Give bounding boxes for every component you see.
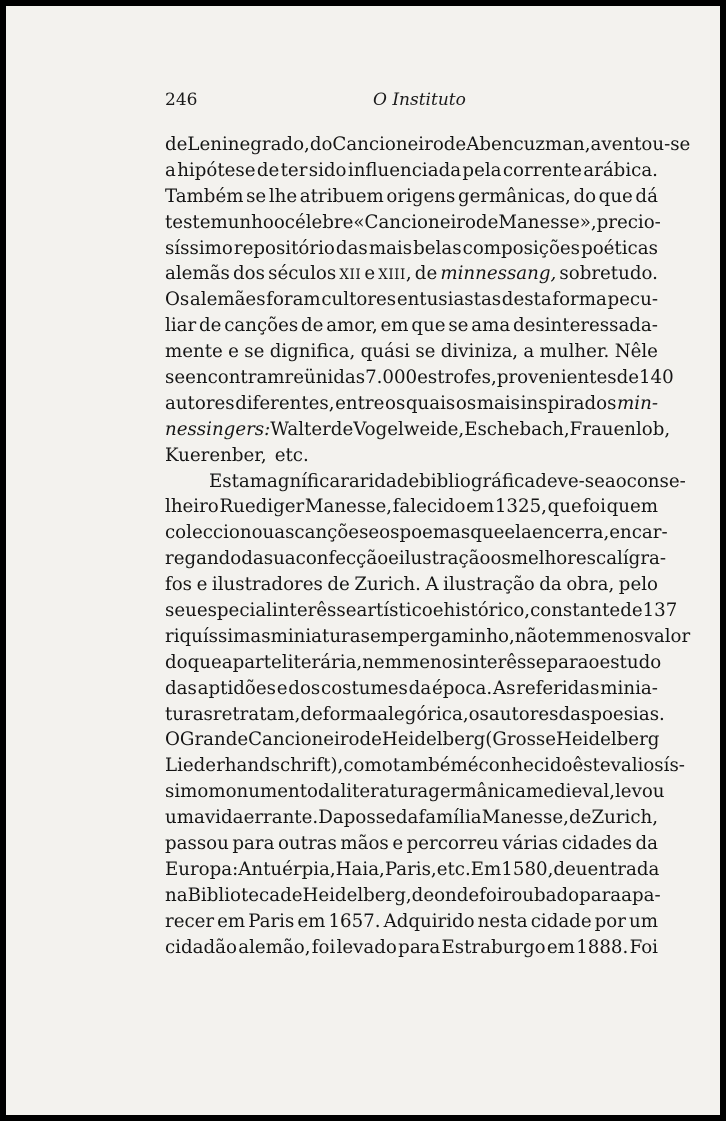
text-line: Liederhandschrift), como também é conhecido êste valiosís-: [165, 755, 685, 777]
text-line: mente e se dignifica, quási se diviniza, a mulher. Nêle: [165, 341, 658, 363]
text-line: autores diferentes, entre os quais os mais inspirados min-: [165, 392, 658, 414]
text-line: síssimo repositório das mais belas composições poéticas: [165, 237, 658, 259]
text-line: simo monumento da literatura germânica medieval, levou: [165, 781, 665, 803]
text-line: cidadão alemão, foi levado para Estraburgo em 1888. Foi: [165, 936, 658, 958]
running-title: O Instituto: [373, 90, 466, 110]
text-line: de Leninegrado, do Cancioneiro de Abencuzman, aventou-se: [165, 134, 691, 155]
page-header: [165, 90, 658, 112]
text-line: regando da sua confecção e ilustração os melhores calígra-: [165, 548, 667, 570]
text-line: Europa: Antuérpia, Haia, Paris, etc. Em 1580, deu entrada: [165, 858, 660, 880]
page-number: 246: [165, 90, 198, 110]
text-line: passou para outras mãos e percorreu várias cidades da: [165, 833, 658, 855]
text-line: recer em Paris em 1657. Adquirido nesta cidade por um: [165, 910, 658, 932]
text-line: riquíssimas miniaturas em pergaminho, não tem menos valor: [165, 625, 691, 647]
text-line: uma vida errante. Da posse da família Manesse, de Zurich,: [165, 807, 658, 829]
text-line: O Grande Cancioneiro de Heidelberg (Grosse Heidelberg: [165, 729, 660, 751]
text-line: Kuerenber, etc.: [165, 444, 309, 466]
text-line: Esta magnífica raridade bibliográfica deve-se ao conse-: [209, 470, 686, 492]
text-line: se encontram reünidas 7.000 estrofes, provenientes de 140: [165, 367, 674, 389]
text-line: testemunho o célebre «Cancioneiro de Manesse», precio-: [165, 211, 661, 233]
text-line: turas retratam, de forma alegórica, os autores das poesias.: [165, 703, 665, 725]
text-line: nessingers: Walter de Vogelweide, Eschebach, Frauenlob,: [165, 418, 671, 440]
text-line: seu especial interêsse artístico e histórico, constante de 137: [165, 600, 678, 622]
text-line: fos e ilustradores de Zurich. A ilustração da obra, pelo: [165, 574, 658, 596]
text-line: alemãs dos séculos XII e XIII, de minnessang, sobretudo.: [165, 263, 658, 285]
text-line: do que a parte literária, nem menos interêsse para o estudo: [165, 651, 662, 673]
text-line: Também se lhe atribuem origens germânicas, do que dá: [165, 185, 658, 207]
text-line: lheiro Ruediger Manesse, falecido em 1325, que foi quem: [165, 496, 658, 518]
book-page: [6, 6, 720, 1115]
text-line: a hipótese de ter sido influenciada pela corrente arábica.: [165, 159, 658, 181]
text-line: das aptidões e dos costumes da época. As referidas minia-: [165, 677, 658, 699]
body-text: [165, 132, 691, 961]
text-line: na Biblioteca de Heidelberg, de onde foi roubado para apa-: [165, 884, 661, 906]
text-line: Os alemães foram cultores entusiastas desta forma pecu-: [165, 289, 658, 311]
text-line: liar de canções de amor, em que se ama desinteressada-: [165, 315, 658, 337]
text-line: coleccionou as canções e os poemas que ela encerra, encar-: [165, 522, 668, 544]
